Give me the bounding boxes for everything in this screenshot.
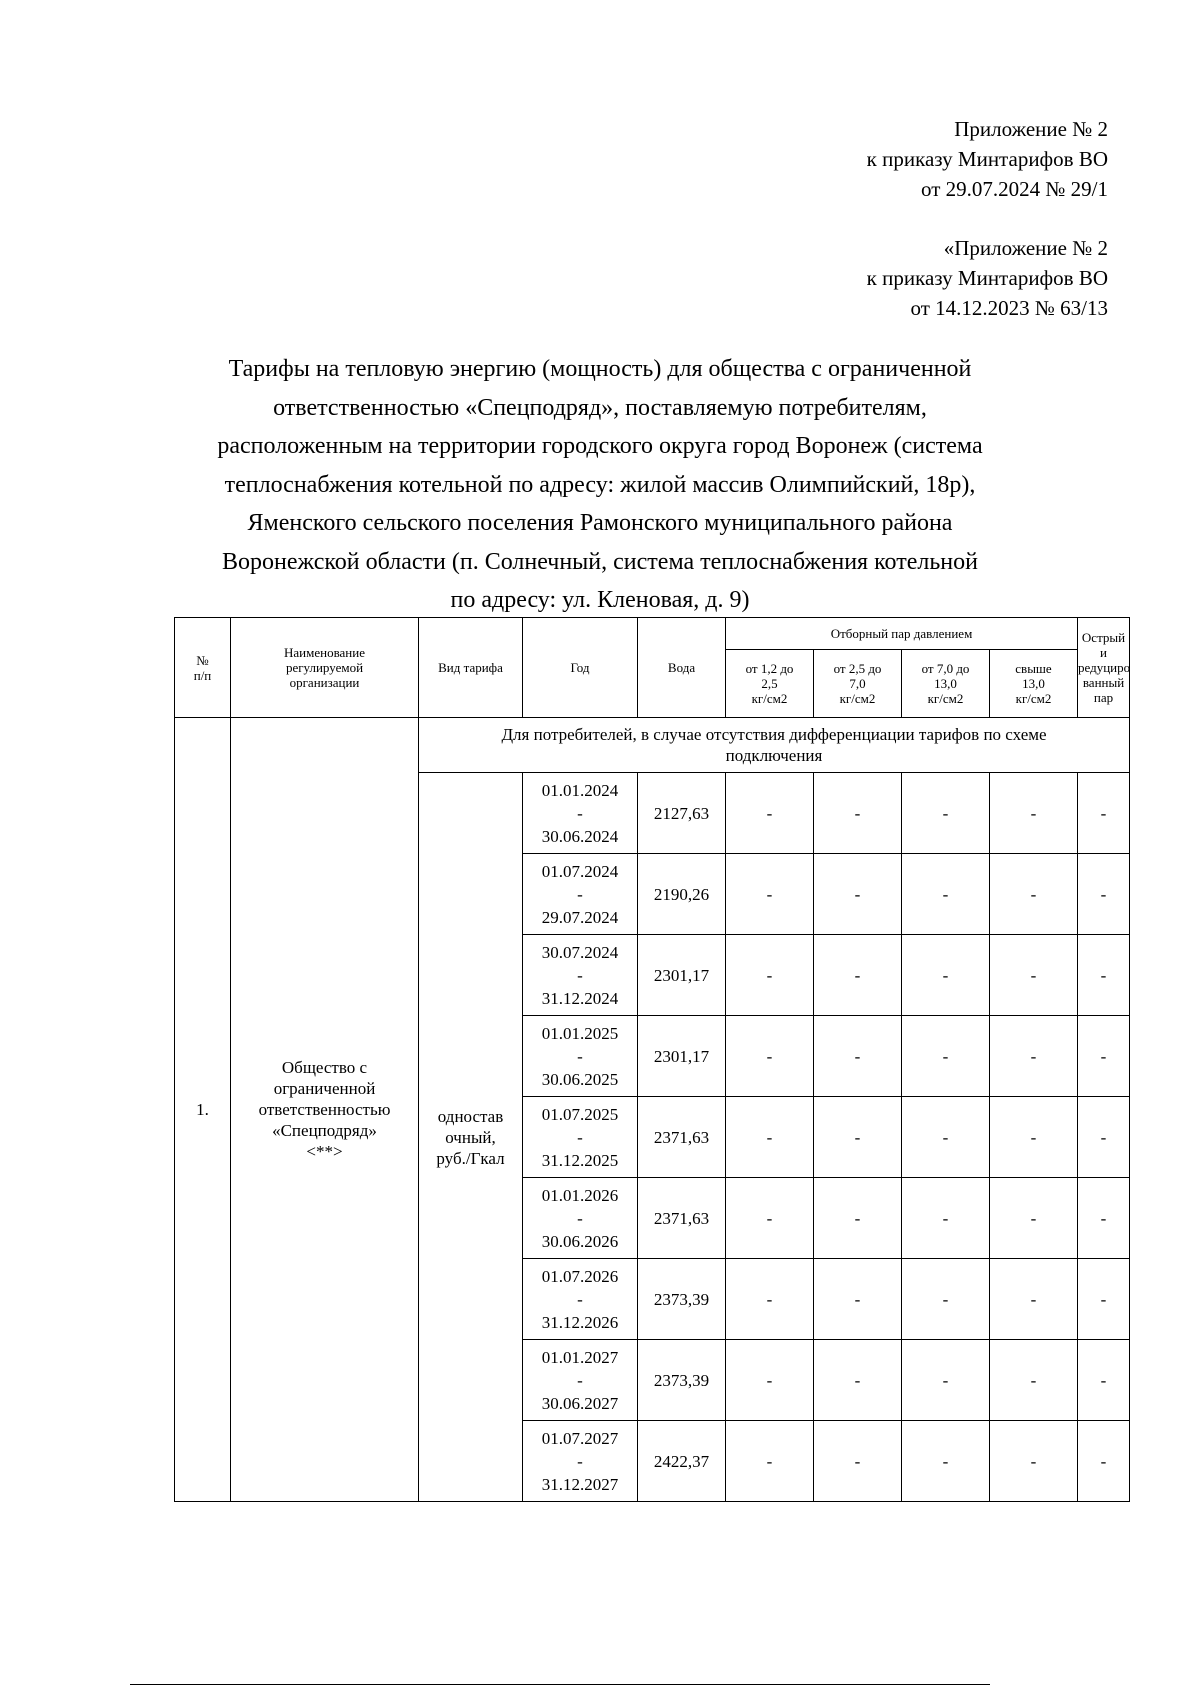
steam-3-value: - [902, 854, 990, 935]
steam-4-value: - [990, 1097, 1078, 1178]
header-line: к приказу Минтарифов ВО [866, 147, 1108, 171]
sharp-steam-value: - [1078, 1421, 1130, 1502]
steam-1-value: - [726, 1340, 814, 1421]
period-cell: 01.01.2026 - 30.06.2026 [523, 1178, 638, 1259]
period-cell: 01.07.2024 - 29.07.2024 [523, 854, 638, 935]
header-tariff-type: Вид тарифа [419, 618, 523, 718]
tariff-table [174, 617, 1130, 1502]
steam-1-value: - [726, 935, 814, 1016]
steam-1-value: - [726, 1016, 814, 1097]
water-value: 2127,63 [638, 773, 726, 854]
page-bottom-rule [130, 1684, 990, 1685]
steam-1-value: - [726, 773, 814, 854]
period-cell: 01.01.2025 - 30.06.2025 [523, 1016, 638, 1097]
row-number: 1. [175, 718, 231, 1502]
header-steam-1: от 1,2 до 2,5 кг/см2 [726, 650, 814, 718]
steam-3-value: - [902, 1421, 990, 1502]
steam-1-value: - [726, 1421, 814, 1502]
steam-1-value: - [726, 854, 814, 935]
header-water: Вода [638, 618, 726, 718]
period-cell: 01.07.2027 - 31.12.2027 [523, 1421, 638, 1502]
sharp-steam-value: - [1078, 1340, 1130, 1421]
steam-4-value: - [990, 1340, 1078, 1421]
steam-3-value: - [902, 1178, 990, 1259]
sharp-steam-value: - [1078, 854, 1130, 935]
steam-1-value: - [726, 1259, 814, 1340]
steam-4-value: - [990, 773, 1078, 854]
header-line: Приложение № 2 [954, 117, 1108, 141]
header-current-order [867, 114, 1108, 204]
sharp-steam-value: - [1078, 773, 1130, 854]
water-value: 2422,37 [638, 1421, 726, 1502]
header-original-order [867, 233, 1108, 323]
steam-4-value: - [990, 854, 1078, 935]
steam-4-value: - [990, 1259, 1078, 1340]
header-num: № п/п [175, 618, 231, 718]
title-line: расположенным на территории городского округа город Воронеж (система [217, 433, 983, 459]
steam-4-value: - [990, 1016, 1078, 1097]
steam-2-value: - [814, 1178, 902, 1259]
title-line: Воронежской области (п. Солнечный, система теплоснабжения котельной [222, 548, 978, 575]
water-value: 2301,17 [638, 935, 726, 1016]
steam-2-value: - [814, 1097, 902, 1178]
water-value: 2301,17 [638, 1016, 726, 1097]
water-value: 2373,39 [638, 1259, 726, 1340]
title-line: ответственностью «Спецподряд», поставляемую потребителям, [273, 394, 927, 421]
sharp-steam-value: - [1078, 1016, 1130, 1097]
water-value: 2371,63 [638, 1178, 726, 1259]
period-cell: 30.07.2024 - 31.12.2024 [523, 935, 638, 1016]
steam-2-value: - [814, 935, 902, 1016]
section-title: Для потребителей, в случае отсутствия дифференциации тарифов по схеме подключения [419, 718, 1130, 773]
steam-2-value: - [814, 1421, 902, 1502]
header-steam-3: от 7,0 до 13,0 кг/см2 [902, 650, 990, 718]
sharp-steam-value: - [1078, 1259, 1130, 1340]
steam-4-value: - [990, 1421, 1078, 1502]
steam-3-value: - [902, 773, 990, 854]
steam-4-value: - [990, 1178, 1078, 1259]
steam-3-value: - [902, 1097, 990, 1178]
title-line: теплоснабжения котельной по адресу: жилой массив Олимпийский, 18р), [224, 471, 976, 498]
steam-3-value: - [902, 1016, 990, 1097]
period-cell: 01.01.2024 - 30.06.2024 [523, 773, 638, 854]
header-line: от 14.12.2023 № 63/13 [910, 296, 1108, 320]
steam-2-value: - [814, 1016, 902, 1097]
steam-3-value: - [902, 1259, 990, 1340]
sharp-steam-value: - [1078, 935, 1130, 1016]
steam-2-value: - [814, 1340, 902, 1421]
steam-4-value: - [990, 935, 1078, 1016]
title-line: Яменского сельского поселения Рамонского муниципального района [247, 510, 953, 536]
period-cell: 01.01.2027 - 30.06.2027 [523, 1340, 638, 1421]
header-sharp-steam: Острый и редуциро ванный пар [1078, 618, 1130, 718]
header-steam-2: от 2,5 до 7,0 кг/см2 [814, 650, 902, 718]
sharp-steam-value: - [1078, 1097, 1130, 1178]
steam-1-value: - [726, 1178, 814, 1259]
organization-name: Общество с ограниченной ответственностью «Спецподряд» <**> [231, 718, 419, 1502]
steam-2-value: - [814, 1259, 902, 1340]
title-line: Тарифы на тепловую энергию (мощность) для общества с ограниченной [228, 356, 972, 382]
water-value: 2190,26 [638, 854, 726, 935]
header-line: к приказу Минтарифов ВО [866, 266, 1108, 290]
tariff-type: одностав очный, руб./Гкал [419, 773, 523, 1502]
period-cell: 01.07.2026 - 31.12.2026 [523, 1259, 638, 1340]
header-line: от 29.07.2024 № 29/1 [920, 177, 1108, 201]
steam-3-value: - [902, 1340, 990, 1421]
header-year: Год [523, 618, 638, 718]
water-value: 2373,39 [638, 1340, 726, 1421]
header-organization: Наименование регулируемой организации [231, 618, 419, 718]
header-steam-4: свыше 13,0 кг/см2 [990, 650, 1078, 718]
sharp-steam-value: - [1078, 1178, 1130, 1259]
water-value: 2371,63 [638, 1097, 726, 1178]
steam-2-value: - [814, 854, 902, 935]
title-line: по адресу: ул. Кленовая, д. 9) [450, 587, 750, 613]
header-line: «Приложение № 2 [943, 236, 1108, 260]
period-cell: 01.07.2025 - 31.12.2025 [523, 1097, 638, 1178]
header-steam-group: Отборный пар давлением [726, 618, 1078, 650]
steam-1-value: - [726, 1097, 814, 1178]
steam-3-value: - [902, 935, 990, 1016]
document-title [150, 350, 1050, 620]
steam-2-value: - [814, 773, 902, 854]
